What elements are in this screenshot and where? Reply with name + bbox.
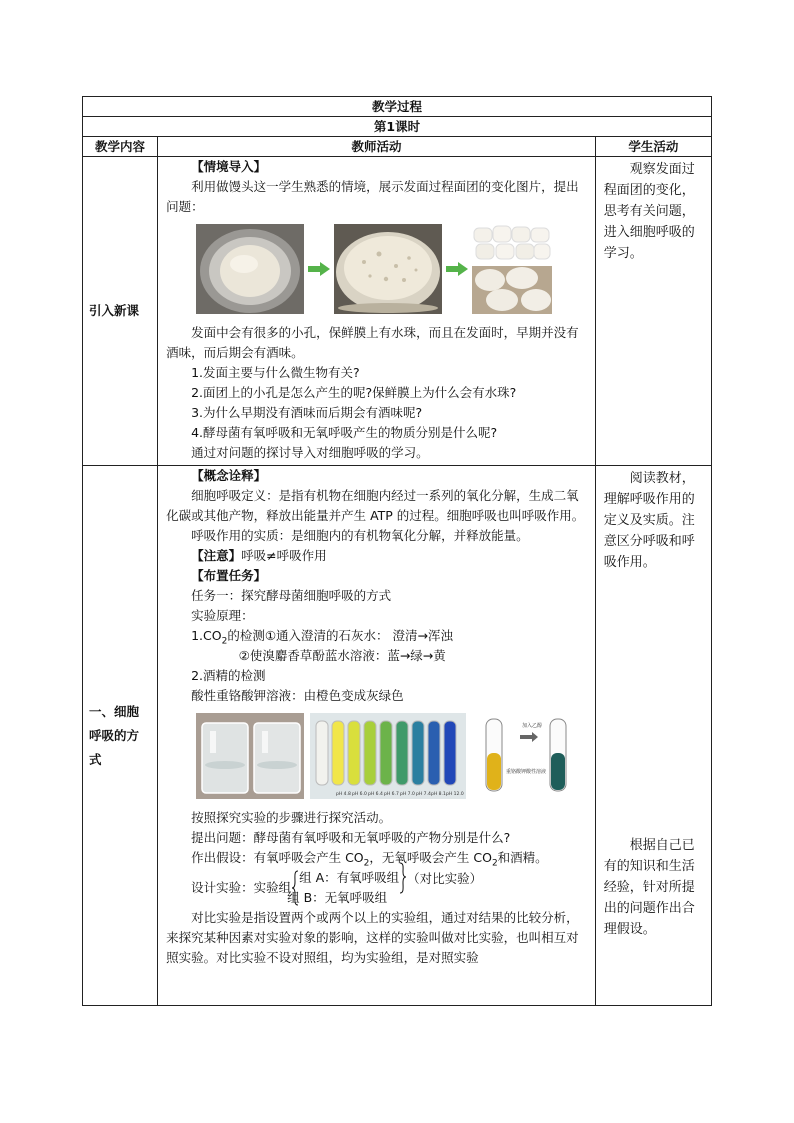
hypothesis-a: 作出假设：有氧呼吸会产生 CO [191, 850, 364, 865]
note-text: 呼吸≠呼吸作用 [241, 548, 327, 563]
group-b: 组 B：无氧呼吸组 [287, 890, 388, 905]
alcohol-detection: 2.酒精的检测 [191, 668, 266, 683]
section-respiration-name: 一、细胞呼吸的方式 [89, 703, 140, 767]
risen-dough-image [334, 224, 442, 314]
ph-label-2: pH 6.0 [352, 792, 367, 797]
hypothesis-text [166, 848, 589, 868]
hypothesis-c: 和酒精。 [497, 850, 548, 865]
beakers-image [196, 713, 304, 799]
dichromate-tubes-image [474, 713, 578, 799]
ph-label-3: pH 6.4 [368, 792, 383, 797]
ph-label-6: pH 7.4 [416, 792, 431, 797]
steamed-buns-image [472, 224, 552, 314]
section-intro-name: 引入新课 [89, 303, 140, 318]
contrast-definition: 对比实验是指设置两个或两个以上的实验组，通过对结果的比较分析，来探究某种因素对实验对象的影响，这样的实验叫做对比实验，也叫相互对照实验。对比实验不设对照组，均为实验组，是对照实验 [166, 910, 579, 965]
col-header-teacher: 教师活动 [158, 137, 596, 157]
section-respiration-label [83, 466, 158, 1006]
question-4: 4.酵母菌有氧呼吸和无氧呼吸产生的物质分别是什么呢? [191, 425, 498, 440]
section-intro-label [83, 157, 158, 466]
co2-limewater: 的检测①通入澄清的石灰水： 澄清→浑浊 [227, 628, 453, 643]
table-title: 教学过程 [83, 97, 712, 117]
heading-task: 【布置任务】 [191, 568, 267, 583]
ph-label-7: pH 8.1 [431, 792, 446, 797]
subscript: 2 [221, 636, 228, 647]
reagent-label: 重铬酸钾酸性溶液 [506, 769, 547, 775]
arrow-icon [308, 262, 330, 276]
group-a: 组 A：有氧呼吸组 [299, 870, 400, 885]
co2-detection-2: ②使溴麝香草酚蓝水溶液：蓝→绿→黄 [238, 648, 446, 663]
respiration-essence: 呼吸作用的实质：是细胞内的有机物氧化分解，并释放能量。 [191, 528, 529, 543]
student-activity-respiration [595, 466, 711, 1006]
task-1: 任务一：探究酵母菌细胞呼吸的方式 [191, 588, 392, 603]
hypothesis-b: ，无氧呼吸会产生 CO [369, 850, 492, 865]
dough-image-row [196, 221, 589, 317]
lesson-number: 第1课时 [83, 117, 712, 137]
dough-observation: 发面中会有很多的小孔，保鲜膜上有水珠，而且在发面时，早期并没有酒味，而后期会有酒味。 [166, 325, 579, 360]
note-label: 【注意】 [191, 548, 242, 563]
arrow-icon [446, 262, 468, 276]
question-3: 3.为什么早期没有酒味而后期会有酒味呢? [191, 405, 423, 420]
ph-label-1: pH 4.8 [336, 792, 351, 797]
student-activity-intro [595, 157, 711, 466]
lesson-page [82, 96, 712, 1006]
intro-conclusion: 通过对问题的探讨导入对细胞呼吸的学习。 [191, 445, 429, 460]
experiment-design [166, 868, 589, 908]
col-header-content: 教学内容 [83, 137, 158, 157]
question-text: 提出问题：酵母菌有氧呼吸和无氧呼吸的产物分别是什么? [191, 830, 511, 845]
question-2: 2.面团上的小孔是怎么产生的呢?保鲜膜上为什么会有水珠? [191, 385, 517, 400]
teacher-activity-respiration [158, 466, 596, 1006]
dichromate-test: 酸性重铬酸钾溶液：由橙色变成灰绿色 [191, 688, 404, 703]
dough-bowl-image [196, 224, 304, 314]
student-hypothesis-text: 根据自己已有的知识和生活经验，针对所提出的问题作出合理假设。 [603, 838, 695, 937]
add-ethanol-label: 加入乙醇 [522, 723, 543, 729]
ph-label-5: pH 7.0 [400, 792, 415, 797]
note-line [166, 546, 589, 566]
heading-concept: 【概念诠释】 [191, 468, 267, 483]
group-list [287, 868, 400, 908]
reagent-image-row [196, 710, 589, 802]
subscript: 2 [363, 858, 370, 869]
student-intro-text: 观察发面过程面团的变化，思考有关问题，进入细胞呼吸的学习。 [603, 162, 695, 261]
ph-tubes-image [310, 713, 466, 799]
respiration-definition: 细胞呼吸定义：是指有机物在细胞内经过一系列的氧化分解，生成二氧化碳或其他产物，释放出能量并产生 ATP 的过程。细胞呼吸也叫呼吸作用。 [166, 488, 585, 523]
subscript: 2 [491, 858, 498, 869]
co2-detection-1 [166, 626, 589, 646]
ph-label-4: pH 6.7 [384, 792, 399, 797]
co2-text: 1.CO [191, 628, 222, 643]
question-1: 1.发面主要与什么微生物有关? [191, 365, 360, 380]
intro-text: 利用做馒头这一学生熟悉的情境，展示发面过程面团的变化图片，提出问题： [166, 179, 579, 214]
heading-scenario: 【情境导入】 [191, 159, 267, 174]
principle-label: 实验原理： [191, 608, 254, 623]
design-label: 设计实验：实验组 [191, 880, 292, 895]
teacher-activity-intro [158, 157, 596, 466]
ph-label-8: pH 12.0 [446, 792, 464, 797]
right-brace-icon [399, 862, 407, 898]
contrast-label: （对比实验） [407, 871, 483, 886]
student-reading-text: 阅读教材，理解呼吸作用的定义及实质。注意区分呼吸和呼吸作用。 [603, 471, 695, 570]
steps-text: 按照探究实验的步骤进行探究活动。 [191, 810, 392, 825]
col-header-student: 学生活动 [595, 137, 711, 157]
teaching-process-table [82, 96, 712, 1006]
